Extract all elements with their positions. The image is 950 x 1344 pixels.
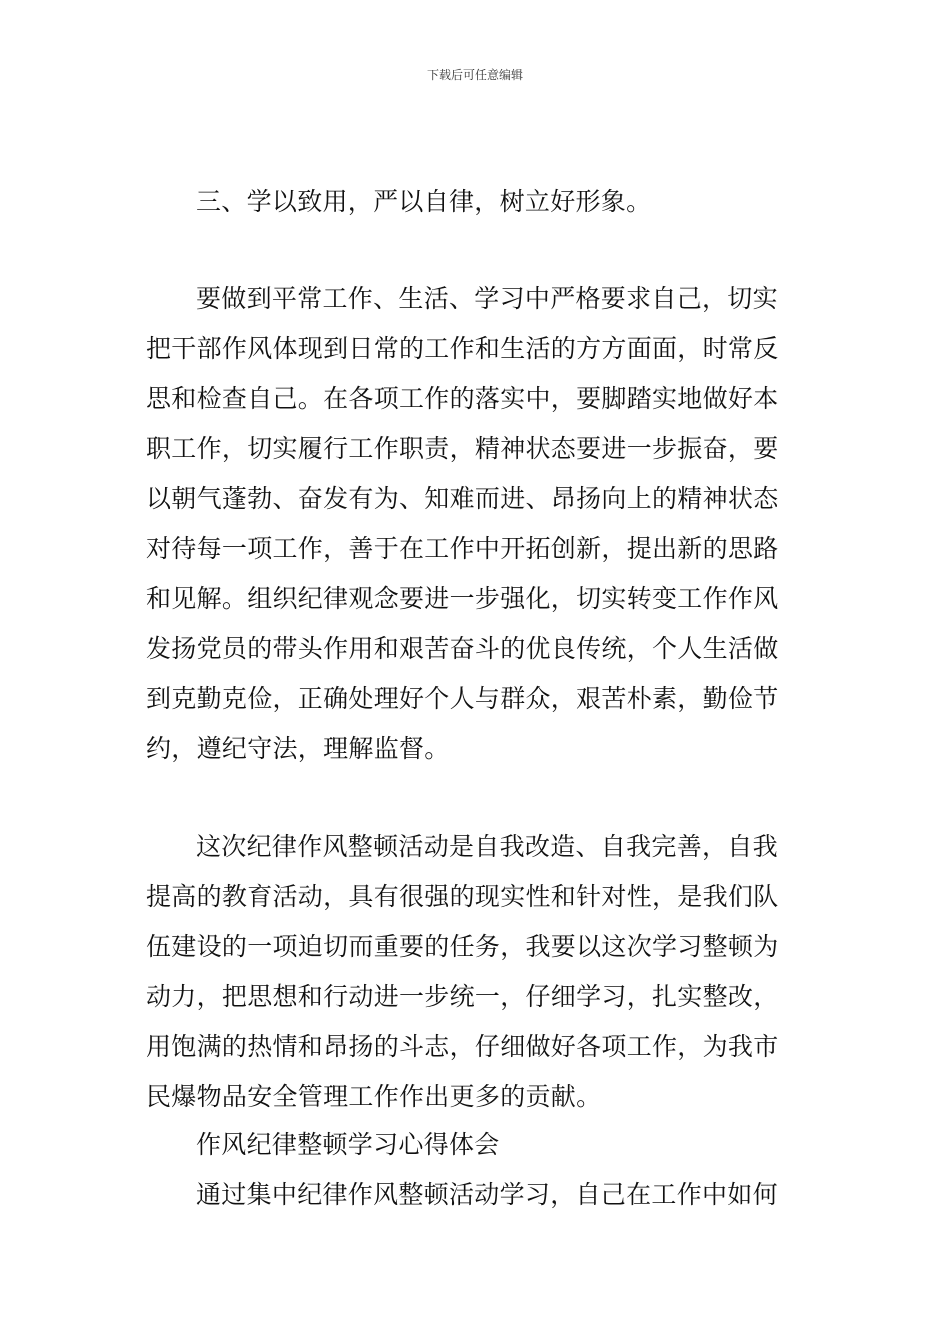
next-paragraph-line: 通过集中纪律作风整顿活动学习，自己在工作中如何 bbox=[196, 1180, 778, 1209]
paragraph-line: 发扬党员的带头作用和艰苦奋斗的优良传统，个人生活做 bbox=[146, 634, 779, 663]
paragraph-line: 要做到平常工作、生活、学习中严格要求自己，切实 bbox=[196, 284, 778, 313]
paragraph-line: 伍建设的一项迫切而重要的任务，我要以这次学习整顿为 bbox=[146, 932, 779, 961]
paragraph-line: 这次纪律作风整顿活动是自我改造、自我完善，自我 bbox=[196, 832, 778, 861]
paragraph-line: 把干部作风体现到日常的工作和生活的方方面面，时常反 bbox=[146, 334, 779, 363]
section-heading: 三、学以致用，严以自律，树立好形象。 bbox=[196, 187, 652, 216]
paragraph-line: 思和检查自己。在各项工作的落实中，要脚踏实地做好本 bbox=[146, 384, 779, 413]
paragraph-line: 动力，把思想和行动进一步统一，仔细学习，扎实整改， bbox=[146, 982, 779, 1011]
next-section-title: 作风纪律整顿学习心得体会 bbox=[196, 1130, 500, 1159]
paragraph-line: 和见解。组织纪律观念要进一步强化，切实转变工作作风 bbox=[146, 584, 779, 613]
paragraph-line: 到克勤克俭，正确处理好个人与群众，艰苦朴素，勤俭节 bbox=[146, 684, 779, 713]
paragraph-line: 对待每一项工作，善于在工作中开拓创新，提出新的思路 bbox=[146, 534, 779, 563]
page-header-note: 下载后可任意编辑 bbox=[426, 68, 523, 82]
paragraph-line: 以朝气蓬勃、奋发有为、知难而进、昂扬向上的精神状态 bbox=[146, 484, 779, 513]
paragraph-line: 职工作，切实履行工作职责，精神状态要进一步振奋，要 bbox=[146, 434, 779, 463]
paragraph-line: 民爆物品安全管理工作作出更多的贡献。 bbox=[146, 1082, 602, 1111]
paragraph-line: 用饱满的热情和昂扬的斗志，仔细做好各项工作，为我市 bbox=[146, 1032, 779, 1061]
paragraph-line: 约，遵纪守法，理解监督。 bbox=[146, 734, 450, 763]
paragraph-line: 提高的教育活动，具有很强的现实性和针对性，是我们队 bbox=[146, 882, 779, 911]
